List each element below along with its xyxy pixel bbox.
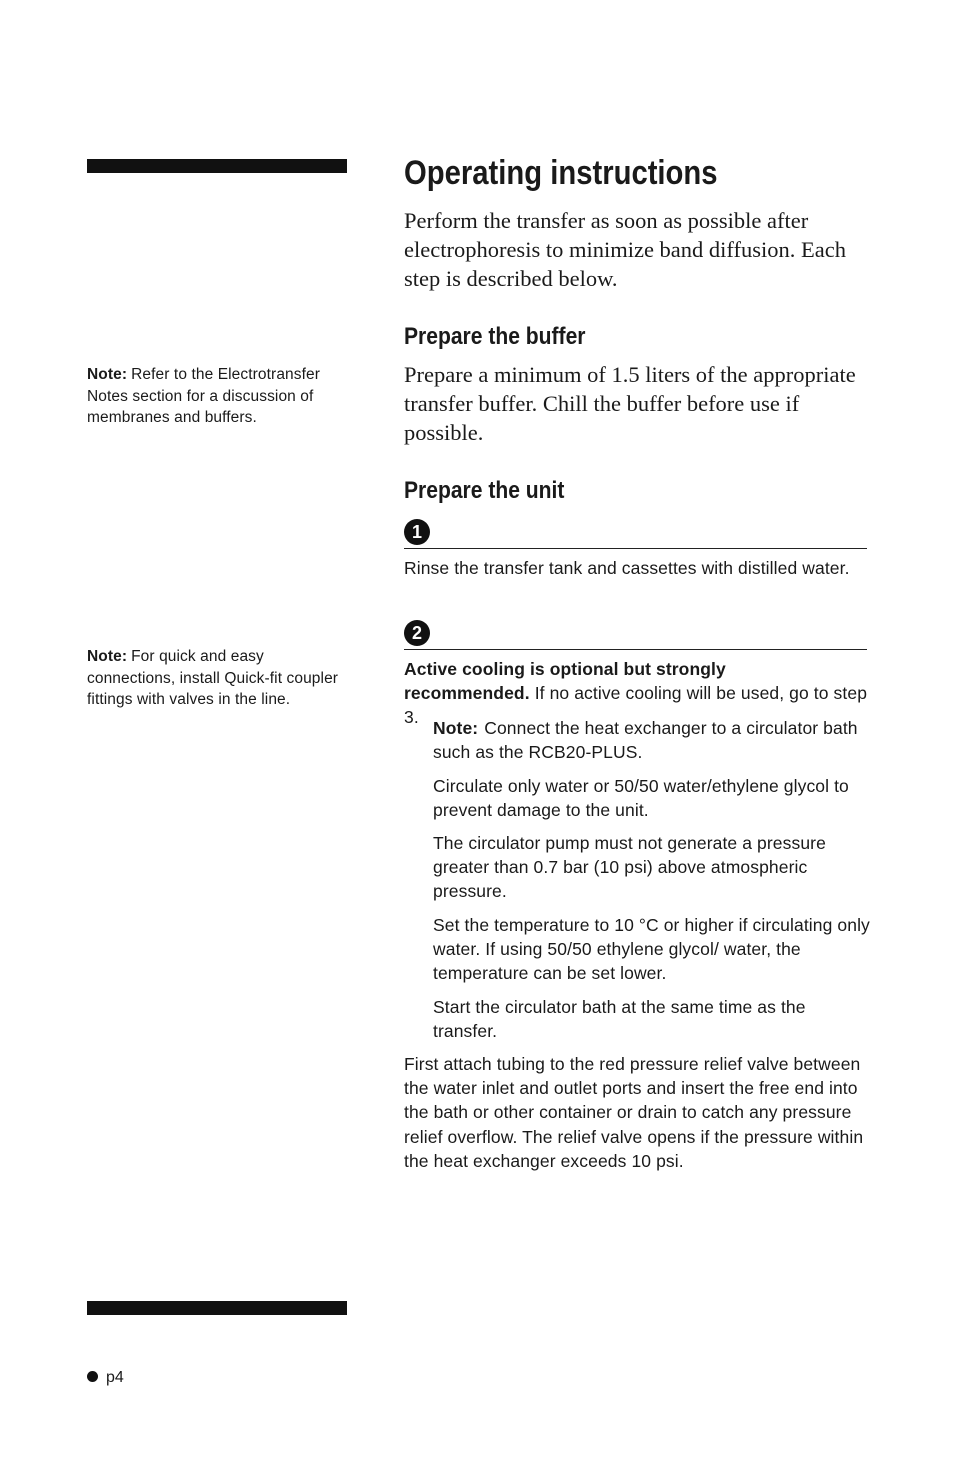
step-2-final-paragraph: First attach tubing to the red pressure relief valve between the water inlet and outlet ports and insert the free end into the bath or other container or drain to catch any pressure relief overflow. The relief valve opens if the pressure within the heat exchanger exceeds 10 psi. (404, 1054, 864, 1171)
step-2-subitem: Set the temperature to 10 °C or higher if circulating only water. If using 50/50 ethylene glycol/ water, the temperature can be set lower. (433, 915, 870, 984)
step-number-badge: 2 (404, 620, 430, 646)
sidenote-label: Note: (87, 366, 128, 383)
step-2-subitem: The circulator pump must not generate a pressure greater than 0.7 bar (10 psi) above atmospheric pressure. (433, 833, 826, 902)
step-2-lead-rest: If no active cooling will be used, go to step 3. (404, 683, 868, 728)
intro-paragraph: Perform the transfer as soon as possible after electrophoresis to minimize band diffusion. Each step is described below. (404, 208, 846, 291)
page-footer (87, 1368, 124, 1388)
page-number: p4 (106, 1369, 124, 1386)
sidenote-label: Note: (87, 648, 128, 665)
step-2-note (433, 716, 873, 764)
step-1-header (404, 518, 867, 549)
step-2-header (404, 619, 867, 650)
sidenote-text: Refer to the Electrotransfer Notes section for a discussion of membranes and buffers. (87, 366, 320, 426)
bullet-icon (87, 1371, 98, 1382)
sidenote-electrotransfer (87, 364, 349, 429)
bottom-rule-bar (87, 1301, 347, 1315)
sidenote-text: For quick and easy connections, install Quick-fit coupler fittings with valves in the line. (87, 648, 339, 708)
step-2-subitem: Start the circulator bath at the same time as the transfer. (433, 997, 806, 1042)
step-1-text: Rinse the transfer tank and cassettes with distilled water. (404, 558, 850, 578)
page-title: Operating instructions (404, 154, 718, 192)
heading-prepare-buffer: Prepare the buffer (404, 323, 586, 350)
heading-prepare-unit: Prepare the unit (404, 477, 565, 504)
top-rule-bar (87, 159, 347, 173)
step-2-note-text: Connect the heat exchanger to a circulator bath such as the RCB20-PLUS. (433, 718, 858, 763)
buffer-paragraph: Prepare a minimum of 1.5 liters of the appropriate transfer buffer. Chill the buffer before use if possible. (404, 362, 856, 445)
step-2-subitem: Circulate only water or 50/50 water/ethylene glycol to prevent damage to the unit. (433, 776, 849, 821)
step-2-lead-bold: Active cooling is optional but strongly recommended. (404, 659, 726, 704)
sidenote-quickfit (87, 646, 349, 711)
step-number-badge: 1 (404, 519, 430, 545)
step-2-note-label: Note: (433, 718, 479, 738)
